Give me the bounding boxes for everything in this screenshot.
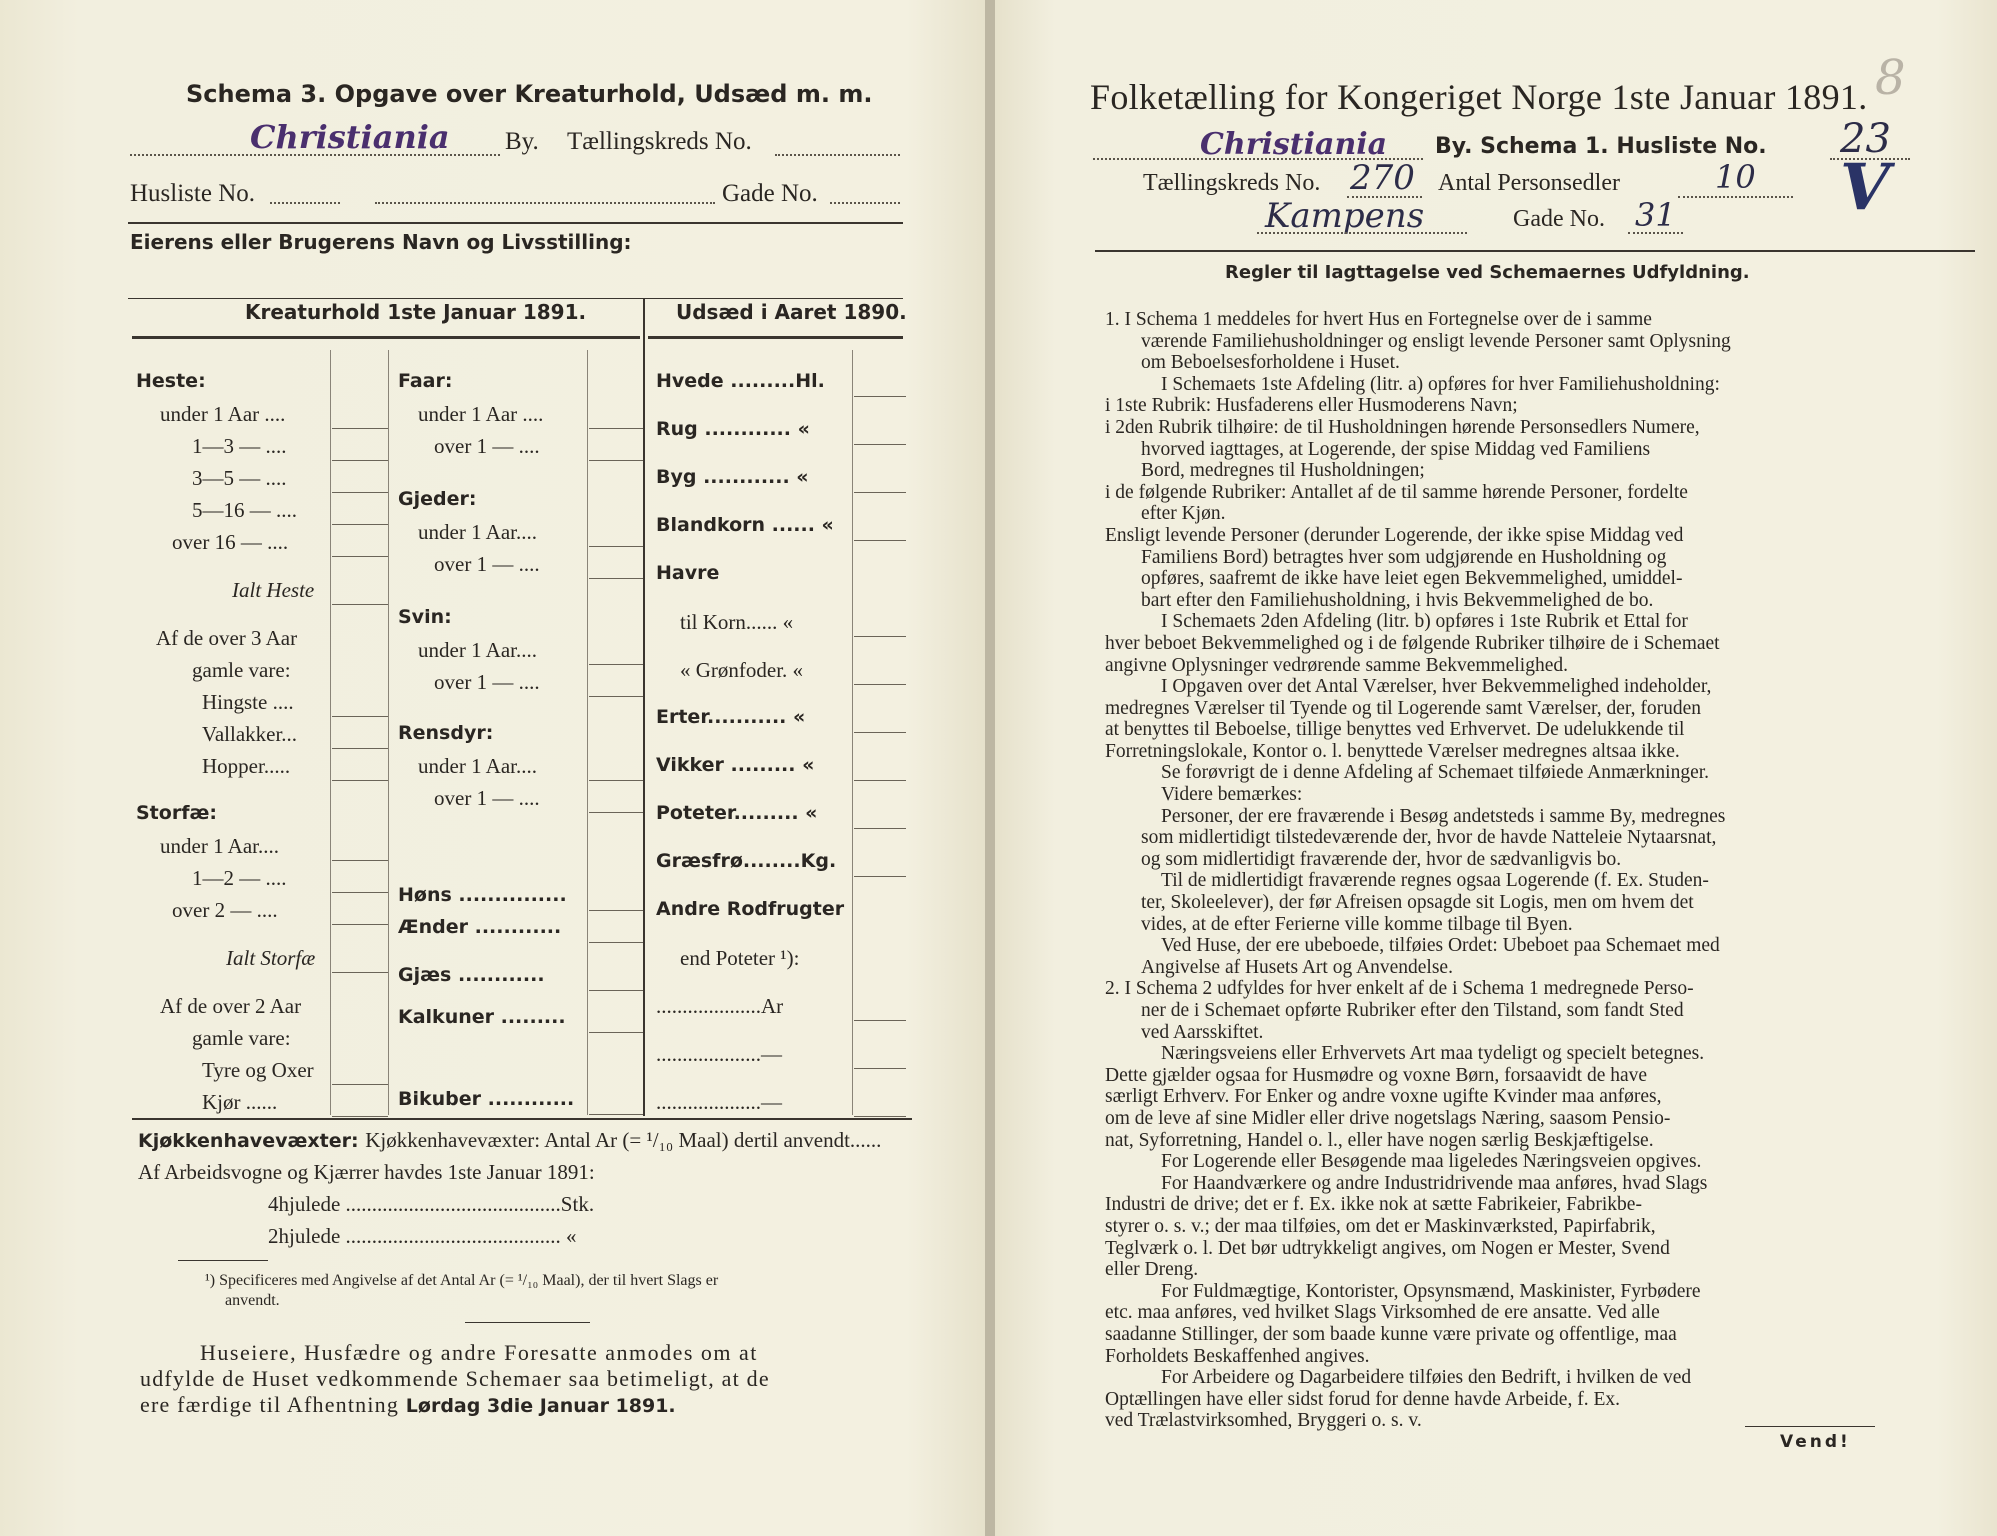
col3-answer-line-13[interactable]	[854, 1020, 906, 1021]
census-title: Folketælling for Kongeriget Norge 1ste Januar 1891.	[1090, 77, 1868, 117]
rules-line-40: For Haandværkere og andre Industridrivende maa anføres, hvad Slags	[1161, 1172, 1708, 1194]
gade-label-right: Gade No.	[1513, 206, 1605, 232]
husliste-number: 23	[1840, 116, 1891, 162]
rules-line-11: Familiens Bord) betragtes hver som udgjørende en Husholdning og	[1141, 546, 1667, 568]
by-label: By.	[505, 128, 539, 155]
rules-line-1: værende Familiehusholdninger og ensligt levende Personer samt Oplysning	[1141, 330, 1731, 352]
rules-line-25: og som midlertidigt fraværende der, hvor de sædvanligvis bo.	[1141, 848, 1622, 870]
col3-answer-line-14[interactable]	[854, 1068, 906, 1069]
col1-row-1: under 1 Aar ....	[160, 402, 286, 426]
col1-answer-line-1[interactable]	[332, 428, 388, 429]
hjulede2-line: 2hjulede ......................................... «	[268, 1224, 577, 1248]
rules-line-31: 2. I Schema 2 udfyldes for hver enkelt af de i Schema 1 medregnede Perso-	[1105, 978, 1694, 1000]
col1-row-5: over 16 — ....	[172, 530, 289, 554]
col2-row-10: under 1 Aar....	[418, 754, 537, 778]
col3-row-2: Byg ............ «	[656, 466, 809, 488]
col2-row-0: Faar:	[398, 370, 453, 392]
col2-answer-line-16[interactable]	[589, 1114, 643, 1115]
col1-row-14: 1—2 — ....	[192, 866, 287, 890]
footnote-line-1: ¹) Specificeres med Angivelse af det Antal Ar (= ¹/₁₀ Maal), der til hvert Slags er	[205, 1272, 719, 1289]
antal-value: 10	[1715, 158, 1756, 196]
col1-row-4: 5—16 — ....	[192, 498, 297, 522]
col1-answer-line-10[interactable]	[332, 748, 388, 749]
col2-row-15: Kalkuner .........	[398, 1006, 566, 1028]
col2-answer-line-8[interactable]	[589, 696, 643, 697]
col1-row-7: Af de over 3 Aar	[156, 626, 298, 650]
rules-line-29: Ved Huse, der ere ubeboede, tilføies Ordet: Ubeboet paa Schemaet med	[1161, 935, 1720, 957]
col1-row-11: Hopper.....	[202, 754, 291, 778]
col3-row-15: ....................—	[656, 1090, 782, 1114]
rules-line-0: 1. I Schema 1 meddeles for hvert Hus en Fortegnelse over de i samme	[1105, 309, 1652, 330]
col1-row-12: Storfæ:	[136, 802, 217, 824]
col1-row-19: Tyre og Oxer	[202, 1058, 314, 1082]
col1-row-10: Vallakker...	[202, 722, 298, 746]
taellingskreds-number: 270	[1350, 158, 1415, 198]
col3-answer-line-0[interactable]	[854, 396, 906, 397]
col1-row-6: Ialt Heste	[232, 578, 315, 602]
hjulede4-line: 4hjulede .........................................Stk.	[268, 1192, 595, 1216]
col3-row-9: Poteter......... «	[656, 802, 818, 824]
col2-row-11: over 1 — ....	[434, 786, 540, 810]
rules-line-9: efter Kjøn.	[1141, 503, 1226, 525]
col1-row-9: Hingste ....	[202, 690, 294, 714]
notice-line-3: ere færdige til Afhentning Lørdag 3die Januar 1891.	[140, 1392, 676, 1417]
street-handwritten: Kampens	[1265, 196, 1425, 236]
rules-line-41: Industri de drive; det er f. Ex. ikke nok at sætte Fabrikeier, Fabrikbe-	[1105, 1194, 1642, 1216]
col1-row-20: Kjør ......	[202, 1090, 278, 1114]
footnote-line-2: anvendt.	[225, 1292, 280, 1309]
col3-row-10: Græsfrø........Kg.	[656, 850, 837, 872]
rules-line-49: For Arbeidere og Dagarbeidere tilføies den Bedrift, i hvilken de ved	[1161, 1367, 1692, 1389]
col2-row-9: Rensdyr:	[398, 722, 494, 744]
rules-line-46: etc. maa anføres, ved hvilket Slags Virksomhed de ere ansatte. Ved alle	[1105, 1302, 1660, 1324]
col2-row-14: Gjæs ............	[398, 964, 545, 986]
col1-answer-line-6[interactable]	[332, 604, 388, 605]
rules-line-47: saadanne Stillinger, der som baade kunne være private og offentlige, maa	[1105, 1323, 1677, 1345]
col2-row-13: Ænder ............	[398, 916, 562, 938]
col2-answer-line-13[interactable]	[589, 942, 643, 943]
notice-line-2: udfylde de Huset vedkommende Schemaer saa betimeligt, at de	[140, 1366, 770, 1391]
rules-line-13: bart efter den Familiehusholdning, i hvis Bekvemmelighed de bo.	[1141, 589, 1654, 611]
rules-line-16: angivne Oplysninger vedrørende samme Bekvemmelighed.	[1105, 654, 1568, 676]
rules-line-37: om de leve af sine Midler eller drive nogetslags Næring, saasom Pensio-	[1105, 1107, 1671, 1129]
col2-row-12: Høns ...............	[398, 884, 567, 906]
col1-row-3: 3—5 — ....	[192, 466, 287, 490]
col3-row-12: end Poteter ¹):	[680, 946, 800, 970]
rules-line-4: i 1ste Rubrik: Husfaderens eller Husmoderens Navn;	[1105, 395, 1518, 417]
col3-row-1: Rug ............ «	[656, 418, 810, 440]
col3-row-13: ....................Ar	[656, 994, 784, 1018]
col2-answer-line-11[interactable]	[589, 812, 643, 813]
col1-answer-line-15[interactable]	[332, 924, 388, 925]
col2-row-7: under 1 Aar....	[418, 638, 537, 662]
col2-answer-line-12[interactable]	[589, 910, 643, 911]
col2-row-8: over 1 — ....	[434, 670, 540, 694]
col2-answer-line-15[interactable]	[589, 1032, 643, 1033]
rules-line-27: ter, Skoleelever), der før Afreisen opsagde sit Logis, men om hvem det	[1141, 892, 1694, 914]
col1-answer-line-16[interactable]	[332, 972, 388, 973]
rules-line-6: hvorved iagttages, at Logerende, der spise Middag ved Familiens	[1141, 438, 1651, 460]
col1-answer-line-20[interactable]	[332, 1116, 388, 1117]
col3-answer-line-7[interactable]	[854, 732, 906, 733]
rules-line-39: For Logerende eller Besøgende maa ligeledes Næringsveien opgives.	[1161, 1151, 1702, 1173]
rules-line-8: i de følgende Rubriker: Antallet af de til samme hørende Personer, fordelte	[1105, 481, 1688, 503]
book-gutter	[985, 0, 995, 1536]
col2-answer-line-4[interactable]	[589, 546, 643, 547]
col3-answer-line-2[interactable]	[854, 492, 906, 493]
rules-line-30: Angivelse af Husets Art og Anvendelse.	[1141, 956, 1453, 978]
rules-line-32: ner de i Schemaet opførte Rubriker efter den Tilstand, som fandt Sted	[1141, 1000, 1684, 1021]
col1-row-13: under 1 Aar....	[160, 834, 279, 858]
col1-answer-line-14[interactable]	[332, 892, 388, 893]
rules-line-44: eller Dreng.	[1105, 1259, 1199, 1281]
rules-line-24: som midlertidigt tilstedeværende der, hvor de havde Natteleie Nytaarsnat,	[1141, 827, 1717, 849]
regler-title: Regler til Iagttagelse ved Schemaernes Udfyldning.	[1225, 262, 1750, 283]
gade-number: 31	[1635, 196, 1676, 234]
city-handwritten: Christiania	[250, 118, 450, 156]
rules-line-18: medregnes Værelser til Tyende og til Logerende samt Værelser, der, foruden	[1105, 697, 1701, 719]
left-page	[0, 0, 985, 1536]
rules-line-22: Videre bemærkes:	[1161, 784, 1303, 806]
col1-answer-line-5[interactable]	[332, 556, 388, 557]
kreatur-header: Kreaturhold 1ste Januar 1891.	[245, 300, 587, 324]
col3-answer-line-10[interactable]	[854, 876, 906, 877]
col3-row-3: Blandkorn ...... «	[656, 514, 834, 536]
col3-row-7: Erter........... «	[656, 706, 806, 728]
eier-label: Eierens eller Brugerens Navn og Livsstilling:	[130, 230, 632, 254]
col2-row-3: Gjeder:	[398, 488, 477, 510]
col2-row-1: under 1 Aar ....	[418, 402, 544, 426]
rules-text-block	[1105, 309, 1731, 1432]
col3-answer-line-15[interactable]	[854, 1116, 906, 1117]
rules-line-12: opføres, saafremt de ikke have leiet egen Bekvemmelighed, umiddel-	[1141, 568, 1683, 590]
rules-line-5: i 2den Rubrik tilhøire: de til Husholdningen hørende Personsedlers Numere,	[1105, 416, 1700, 438]
rules-line-28: vides, at de efter Ferierne ville komme tilbage til Byen.	[1141, 913, 1573, 935]
col3-row-8: Vikker ......... «	[656, 754, 815, 776]
col3-answer-line-9[interactable]	[854, 828, 906, 829]
rules-line-21: Se forøvrigt de i denne Afdeling af Schemaet tilføiede Anmærkninger.	[1161, 762, 1710, 784]
kjokkenhave-line: Kjøkkenhavevæxter: Kjøkkenhavevæxter: Antal Ar (= ¹/₁₀ Maal) dertil anvendt......	[138, 1128, 882, 1152]
rules-line-38: nat, Syforretning, Handel o. l., eller have nogen særlig Beskjæftigelse.	[1105, 1129, 1654, 1151]
rules-line-45: For Fuldmægtige, Kontorister, Opsynsmænd, Maskinister, Fyrbødere	[1161, 1280, 1701, 1302]
udsaed-header: Udsæd i Aaret 1890.	[676, 300, 907, 324]
col3-answer-line-1[interactable]	[854, 444, 906, 445]
rules-line-36: særligt Erhverv. For Enker og andre voxne ugifte Kvinder maa anføres,	[1105, 1086, 1662, 1108]
col2-answer-line-14[interactable]	[589, 990, 643, 991]
col1-row-18: gamle vare:	[192, 1026, 291, 1050]
col2-answer-line-1[interactable]	[589, 428, 643, 429]
col2-row-16: Bikuber ............	[398, 1088, 575, 1110]
gade-label: Gade No.	[722, 180, 818, 207]
col1-answer-line-4[interactable]	[332, 524, 388, 525]
rules-line-3: I Schemaets 1ste Afdeling (litr. a) opføres for hver Familiehusholdning:	[1161, 373, 1720, 395]
rules-line-48: Forholdets Beskaffenhed angives.	[1105, 1345, 1370, 1367]
col1-answer-line-13[interactable]	[332, 860, 388, 861]
col3-row-4: Havre	[656, 562, 720, 584]
arbeidsvogne-line: Af Arbeidsvogne og Kjærrer havdes 1ste Januar 1891:	[138, 1160, 595, 1184]
col1-row-8: gamle vare:	[192, 658, 291, 682]
col3-answer-line-5[interactable]	[854, 636, 906, 637]
col1-answer-line-3[interactable]	[332, 492, 388, 493]
col2-row-5: over 1 — ....	[434, 552, 540, 576]
corner-mark: 8	[1875, 50, 1906, 106]
rules-line-14: I Schemaets 2den Afdeling (litr. b) opføres i 1ste Rubrik et Ettal for	[1161, 611, 1688, 633]
rules-line-17: I Opgaven over det Antal Værelser, hver Bekvemmelighed indeholder,	[1161, 676, 1712, 698]
col1-row-2: 1—3 — ....	[192, 434, 287, 458]
col1-row-0: Heste:	[136, 370, 206, 392]
col3-row-0: Hvede .........Hl.	[656, 370, 825, 392]
col2-answer-line-5[interactable]	[589, 578, 643, 579]
rules-line-26: Til de midlertidigt fraværende regnes ogsaa Logerende (f. Ex. Studen-	[1161, 870, 1709, 892]
schema3-title: Schema 3. Opgave over Kreaturhold, Udsæd m. m.	[186, 80, 873, 108]
rules-line-19: at benyttes til Beboelse, tillige benyttes ved Erhvervet. De udelukkende til	[1105, 719, 1685, 741]
col1-row-16: Ialt Storfæ	[226, 946, 316, 970]
rules-line-34: Næringsveiens eller Erhvervets Art maa tydeligt og specielt betegnes.	[1161, 1043, 1705, 1065]
right-page	[995, 0, 1997, 1536]
rules-line-35: Dette gjælder ogsaa for Husmødre og voxne Børn, forsaavidt de have	[1105, 1064, 1648, 1086]
husliste-label: Husliste No.	[130, 180, 255, 207]
city-handwritten-right: Christiania	[1200, 127, 1388, 162]
notice-line-1: Huseiere, Husfædre og andre Foresatte anmodes om at	[200, 1340, 758, 1365]
rules-line-51: ved Trælastvirksomhed, Bryggeri o. s. v.	[1105, 1410, 1422, 1432]
col2-row-6: Svin:	[398, 606, 452, 628]
col2-row-4: under 1 Aar....	[418, 520, 537, 544]
rules-line-50: Optællingen have eller sidst forud for denne havde Arbeide, f. Ex.	[1105, 1388, 1620, 1410]
col1-row-15: over 2 — ....	[172, 898, 278, 922]
col3-answer-line-6[interactable]	[854, 684, 906, 685]
taellingskreds-label: Tællingskreds No.	[567, 128, 752, 155]
by-schema-label: By. Schema 1. Husliste No.	[1435, 134, 1767, 159]
rules-line-7: Bord, medregnes til Husholdningen;	[1141, 460, 1425, 482]
col3-row-11: Andre Rodfrugter	[656, 898, 845, 920]
col3-answer-line-8[interactable]	[854, 780, 906, 781]
col1-answer-line-2[interactable]	[332, 460, 388, 461]
check-mark: V	[1840, 150, 1890, 225]
col1-row-17: Af de over 2 Aar	[160, 994, 302, 1018]
rules-line-33: ved Aarsskiftet.	[1141, 1021, 1264, 1043]
rules-line-42: styrer o. s. v.; der maa tilføies, om det er Maskinværksted, Papirfabrik,	[1105, 1215, 1656, 1237]
col3-answer-line-3[interactable]	[854, 540, 906, 541]
col1-answer-line-11[interactable]	[332, 780, 388, 781]
taellingskreds-label-right: Tællingskreds No.	[1143, 170, 1321, 196]
antal-label: Antal Personsedler	[1438, 170, 1620, 196]
col1-answer-line-19[interactable]	[332, 1084, 388, 1085]
rules-line-43: Teglværk o. l. Det bør udtrykkeligt angives, om Nogen er Mester, Svend	[1105, 1237, 1670, 1259]
col3-row-6: « Grønfoder. «	[680, 658, 804, 682]
col1-answer-line-9[interactable]	[332, 716, 388, 717]
col3-row-14: ....................—	[656, 1042, 782, 1066]
col3-row-5: til Korn...... «	[680, 610, 794, 634]
rules-line-15: hver beboet Bekvemmelighed og i de følgende Rubriker tilhøire de i Schemaet	[1105, 632, 1720, 654]
vend-label: Vend!	[1780, 1432, 1851, 1452]
col2-row-2: over 1 — ....	[434, 434, 540, 458]
rules-line-23: Personer, der ere fraværende i Besøg andetsteds i samme By, medregnes	[1161, 805, 1726, 827]
rules-line-20: Forretningslokale, Kontor o. l. benyttede Værelser medregnes altsaa ikke.	[1105, 740, 1680, 762]
rules-line-10: Ensligt levende Personer (derunder Logerende, der ikke spise Middag ved	[1105, 524, 1684, 546]
col2-answer-line-2[interactable]	[589, 460, 643, 461]
col2-answer-line-7[interactable]	[589, 664, 643, 665]
rules-line-2: om Beboelsesforholdene i Huset.	[1141, 352, 1400, 374]
col2-answer-line-10[interactable]	[589, 780, 643, 781]
